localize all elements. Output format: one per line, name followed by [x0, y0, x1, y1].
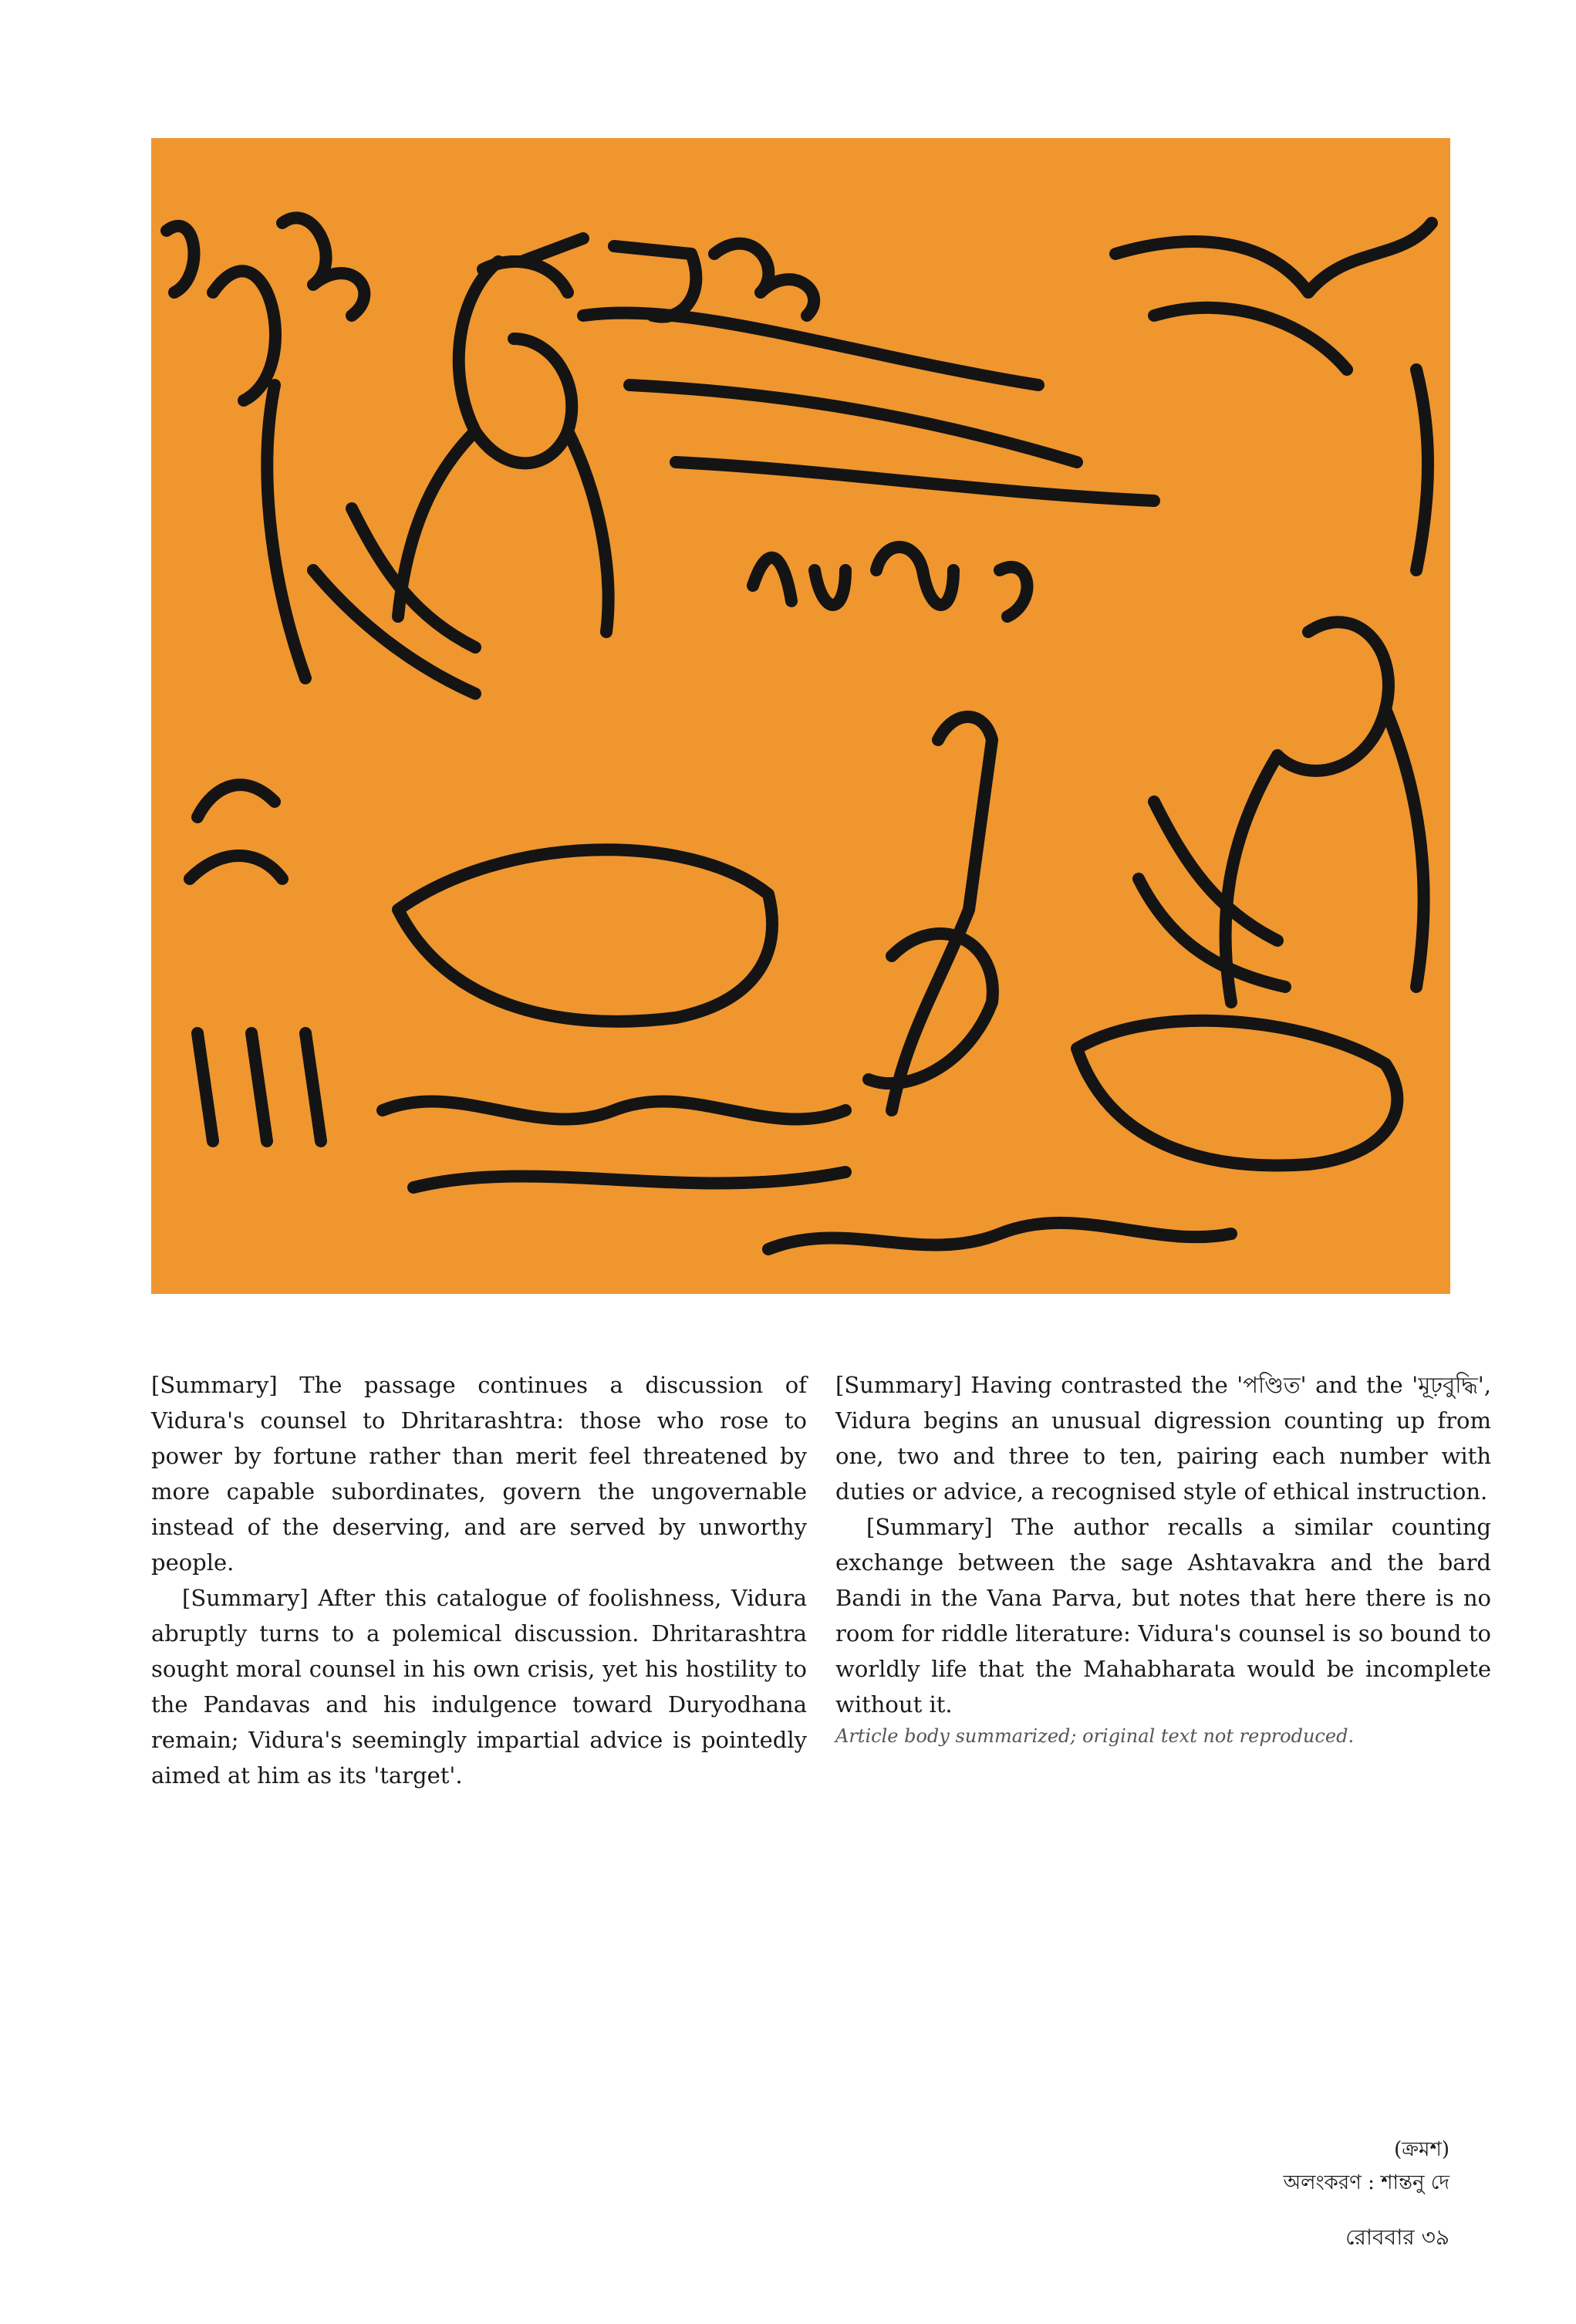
article-column-left — [151, 1367, 807, 1793]
illustrator-credit: অলংকরণ : শান্তনু দে — [1283, 2171, 1449, 2194]
article-illustration — [151, 138, 1450, 1294]
series-note: (ক্রমশ) — [1394, 2138, 1449, 2161]
summary-note: Article body summarized; original text not reproduced. — [835, 1725, 1355, 1747]
article-column-right — [835, 1367, 1491, 1750]
ink-drawing — [151, 138, 1450, 1294]
page-footer: রোববার ৩৯ — [1345, 2224, 1449, 2250]
paragraph: [Summary] The passage continues a discussion of Vidura's counsel to Dhritarashtra: those who rose to power by fortune rather than merit feel threatened by more capable subordinates, govern the ungovernable instead of the deserving, and are served by unworthy people. — [151, 1372, 807, 1576]
paragraph: [Summary] After this catalogue of foolishness, Vidura abruptly turns to a polemical discussion. Dhritarashtra sought moral counsel in his own crisis, yet his hostility to the Pandavas and his indulgence toward Duryodhana remain; Vidura's seemingly impartial advice is pointedly aimed at him as its 'target'. — [151, 1585, 807, 1789]
paragraph: [Summary] The author recalls a similar counting exchange between the sage Ashtavakra and the bard Bandi in the Vana Parva, but notes that here there is no room for riddle literature: Vidura's counsel is so bound to worldly life that the Mahabharata would be incomplete without it. — [835, 1514, 1491, 1718]
paragraph: [Summary] Having contrasted the 'পণ্ডিত' and the 'মূঢ়বুদ্ধি', Vidura begins an unusual digression counting up from one, two and three to ten, pairing each number with duties or advice, a recognised style of ethical instruction. — [835, 1372, 1491, 1505]
